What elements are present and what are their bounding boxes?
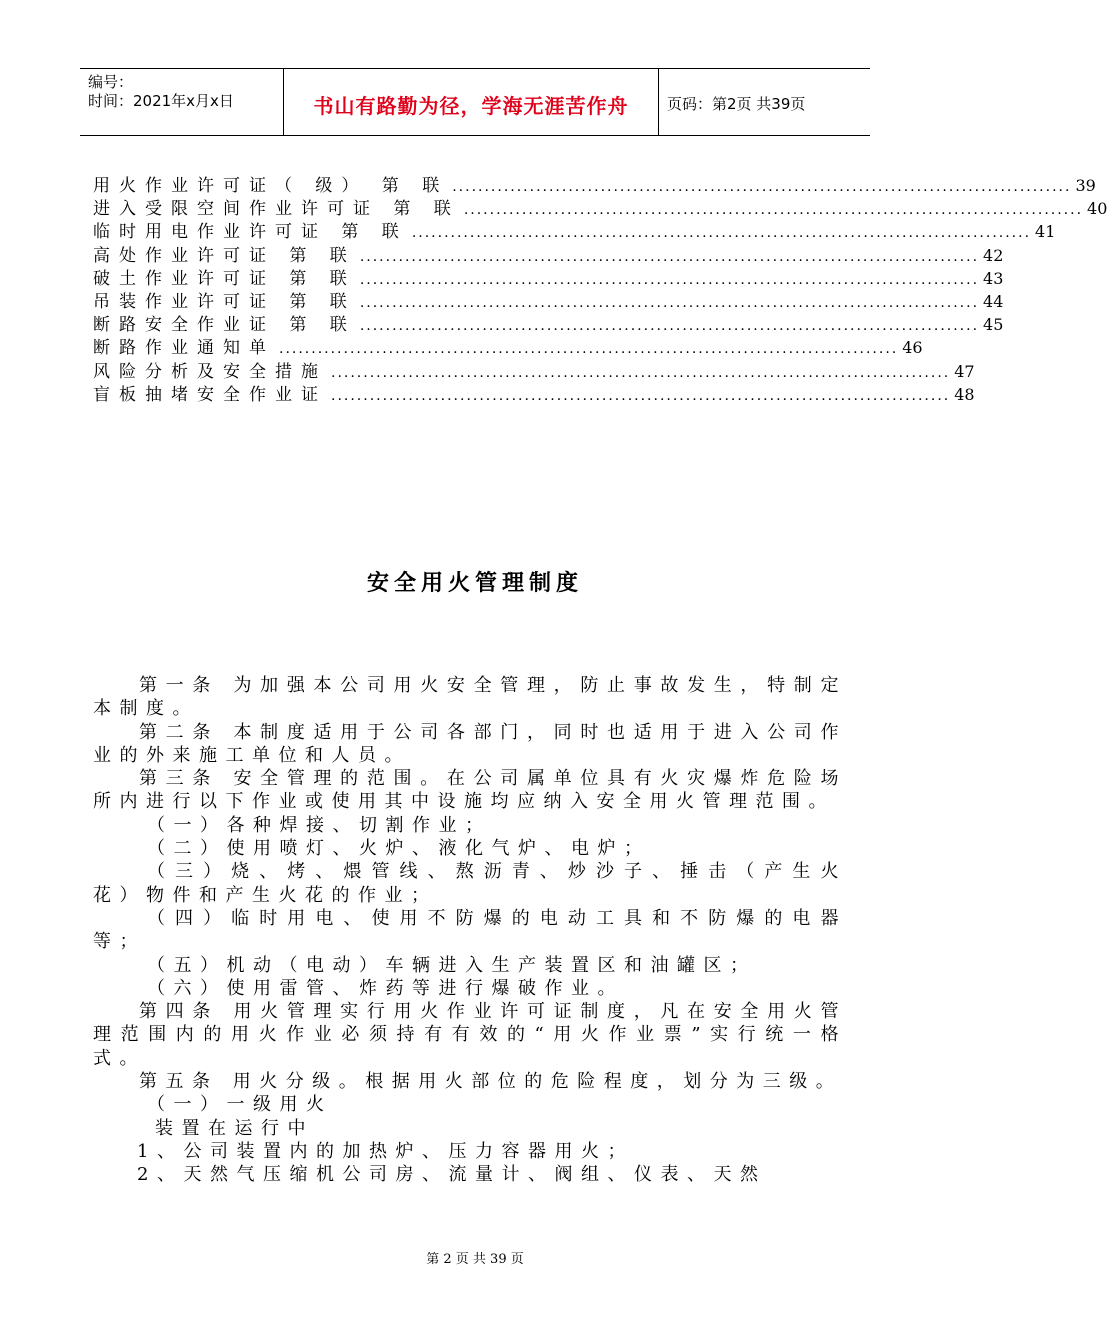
document-date: 时间：2021年x月x日 [88, 92, 234, 110]
toc-entry[interactable] [93, 194, 1107, 220]
toc-leader: ................................................................................................ [279, 341, 899, 358]
toc-entry-page: 46 [902, 338, 923, 358]
article-1: 第一条 为加强本公司用火安全管理，防止事故发生，特制定本制度。 [93, 675, 847, 720]
toc-leader: ................................................................................................ [331, 387, 951, 404]
toc-entry-page: 48 [954, 384, 975, 404]
toc-entry-page: 43 [983, 268, 1004, 288]
toc-leader: ................................................................................................ [359, 318, 980, 335]
list-item: （五）机动（电动）车辆进入生产装置区和油罐区； [147, 954, 757, 976]
header-meta [80, 69, 283, 135]
document-body [93, 674, 847, 1187]
section-title: 安全用火管理制度 [366, 571, 583, 596]
toc-entry-page: 39 [1075, 176, 1096, 195]
article-3: 第三条 安全管理的范围。在公司属单位具有火灾爆炸危险场所内进行以下作业或使用其中设施均应纳入安全用火管理范围。 [93, 768, 847, 813]
page-footer: 第 2 页 共 39 页 [426, 1252, 524, 1267]
toc-entry-page: 40 [1087, 199, 1107, 219]
list-item: （三）烧、烤、煨管线、熬沥青、炒沙子、捶击（产生火花）物件和产生火花的作业； [93, 861, 847, 906]
toc-leader: ................................................................................................ [463, 202, 1084, 219]
toc-entry-page: 47 [954, 361, 975, 381]
toc-entry-title: 临时用电作业许可证 第 联 [93, 222, 408, 243]
toc-leader: ................................................................................................ [359, 271, 980, 288]
toc-entry[interactable] [93, 357, 975, 382]
toc-leader: ................................................................................................ [359, 248, 980, 265]
toc-entry-page: 44 [983, 291, 1004, 311]
document-number: 编号： [88, 73, 134, 91]
toc-entry-page: 42 [983, 245, 1004, 265]
header-motto: 书山有路勤为径，学海无涯苦作舟 [283, 69, 659, 135]
toc-entry[interactable] [93, 264, 1004, 289]
numbered-item: 1、公司装置内的加热炉、压力容器用火； [137, 1140, 634, 1162]
list-item: （二）使用喷灯、火炉、液化气炉、电炉； [147, 838, 651, 860]
toc-leader: ................................................................................................ [359, 294, 980, 311]
toc-entry[interactable] [93, 380, 975, 405]
list-item: （六）使用雷管、炸药等进行爆破作业。 [147, 977, 624, 999]
toc-entry-title: 风险分析及安全措施 [93, 361, 327, 382]
toc-entry[interactable] [93, 333, 923, 359]
subsection-note: 装置在运行中 [155, 1117, 314, 1139]
toc-entry[interactable] [93, 310, 1004, 336]
header-page-info: 页码：第2页 共39页 [667, 94, 806, 113]
list-item: （四）临时用电、使用不防爆的电动工具和不防爆的电器等； [93, 907, 847, 953]
list-item: （一）各种焊接、切割作业； [147, 814, 492, 836]
toc-entry-title: 盲板抽堵安全作业证 [93, 384, 327, 405]
toc-entry-title: 断路安全作业证 第 联 [93, 315, 356, 336]
toc-leader: ................................................................................................ [331, 364, 951, 381]
toc-leader: ................................................................................................ [411, 225, 1032, 242]
toc-entry-title: 破土作业许可证 第 联 [93, 268, 356, 289]
toc-entry[interactable] [93, 287, 1004, 312]
toc-entry[interactable] [93, 171, 1096, 196]
toc-entry-title: 进入受限空间作业许可证 第 联 [93, 199, 460, 220]
subsection-heading: （一）一级用火 [147, 1094, 333, 1116]
page-header [80, 68, 870, 136]
article-2: 第二条 本制度适用于公司各部门，同时也适用于进入公司作业的外来施工单位和人员。 [93, 721, 847, 766]
toc-leader: ................................................................................................ [452, 179, 1072, 195]
article-5: 第五条 用火分级。根据用火部位的危险程度，划分为三级。 [139, 1071, 843, 1093]
toc-entry[interactable] [93, 241, 1004, 266]
toc-entry-title: 用火作业许可证（ 级） 第 联 [93, 176, 449, 196]
numbered-item: 2、天然气压缩机公司房、流量计、阀组、仪表、天然 [137, 1164, 767, 1186]
table-of-contents [93, 171, 1107, 405]
toc-entry-page: 41 [1035, 222, 1056, 242]
toc-entry-title: 高处作业许可证 第 联 [93, 245, 356, 266]
toc-entry-page: 45 [983, 315, 1004, 335]
article-4: 第四条 用火管理实行用火作业许可证制度，凡在安全用火管理范围内的用火作业必须持有有效的“用火作业票”实行统一格式。 [93, 1001, 847, 1069]
toc-entry[interactable] [93, 217, 1056, 243]
toc-entry-title: 断路作业通知单 [93, 338, 275, 359]
toc-entry-title: 吊装作业许可证 第 联 [93, 291, 356, 312]
